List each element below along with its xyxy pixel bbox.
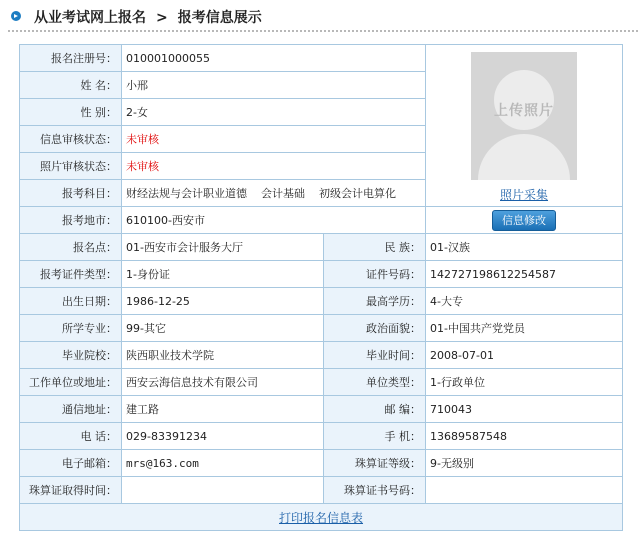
field-label: 毕业时间： bbox=[324, 342, 426, 369]
info-review-status: 未审核 bbox=[122, 126, 426, 153]
table-row bbox=[20, 504, 623, 531]
field-label: 证件号码： bbox=[324, 261, 426, 288]
name-value: 小邢 bbox=[122, 72, 426, 99]
breadcrumb-root: 从业考试网上报名 bbox=[34, 10, 146, 26]
mobile-value: 13689587548 bbox=[426, 423, 623, 450]
id-type-value: 1-身份证 bbox=[122, 261, 324, 288]
table-row bbox=[20, 477, 623, 504]
edit-info-button[interactable]: 信息修改 bbox=[492, 210, 556, 231]
politics-value: 01-中国共产党党员 bbox=[426, 315, 623, 342]
reg-no-value: 010001000055 bbox=[122, 45, 426, 72]
field-label: 手 机： bbox=[324, 423, 426, 450]
subject-item: 会计基础 bbox=[261, 187, 305, 200]
abacus-date-value bbox=[122, 477, 324, 504]
photo-review-status: 未审核 bbox=[122, 153, 426, 180]
field-label: 电 话： bbox=[20, 423, 122, 450]
table-row bbox=[20, 45, 623, 72]
field-label: 报考科目： bbox=[20, 180, 122, 207]
table-row bbox=[20, 315, 623, 342]
field-label: 报名注册号： bbox=[20, 45, 122, 72]
page-header bbox=[0, 0, 642, 32]
print-cell bbox=[20, 504, 623, 531]
field-label: 报考证件类型： bbox=[20, 261, 122, 288]
phone-value: 029-83391234 bbox=[122, 423, 324, 450]
abacus-level-value: 9-无级别 bbox=[426, 450, 623, 477]
field-label: 电子邮箱： bbox=[20, 450, 122, 477]
photo-placeholder-text: 上传照片 bbox=[494, 103, 555, 119]
registration-info-table bbox=[19, 44, 623, 531]
table-row bbox=[20, 207, 623, 234]
table-row bbox=[20, 261, 623, 288]
breadcrumb-separator: > bbox=[156, 10, 168, 26]
subject-item: 初级会计电算化 bbox=[319, 187, 396, 200]
edit-cell bbox=[426, 207, 623, 234]
grad-time-value: 2008-07-01 bbox=[426, 342, 623, 369]
photo-placeholder bbox=[471, 52, 577, 180]
page-title: 报考信息展示 bbox=[177, 10, 262, 26]
breadcrumb bbox=[34, 7, 262, 27]
field-label: 工作单位或地址： bbox=[20, 369, 122, 396]
id-no-value: 142727198612254587 bbox=[426, 261, 623, 288]
subjects-value bbox=[122, 180, 426, 207]
major-value: 99-其它 bbox=[122, 315, 324, 342]
photo-cell bbox=[426, 45, 623, 207]
photo-capture-link[interactable]: 照片采集 bbox=[500, 188, 549, 202]
arrow-bullet-icon bbox=[11, 11, 21, 21]
employer-value: 西安云海信息技术有限公司 bbox=[122, 369, 324, 396]
table-row bbox=[20, 369, 623, 396]
field-label: 报名点： bbox=[20, 234, 122, 261]
field-label: 邮 编： bbox=[324, 396, 426, 423]
school-value: 陕西职业技术学院 bbox=[122, 342, 324, 369]
field-label: 姓 名： bbox=[20, 72, 122, 99]
field-label: 单位类型： bbox=[324, 369, 426, 396]
table-row bbox=[20, 423, 623, 450]
avatar-body-icon bbox=[478, 134, 570, 180]
field-label: 照片审核状态： bbox=[20, 153, 122, 180]
education-value: 4-大专 bbox=[426, 288, 623, 315]
employer-type-value: 1-行政单位 bbox=[426, 369, 623, 396]
gender-value: 2-女 bbox=[122, 99, 426, 126]
abacus-no-value bbox=[426, 477, 623, 504]
field-label: 报考地市： bbox=[20, 207, 122, 234]
field-label: 政治面貌： bbox=[324, 315, 426, 342]
field-label: 信息审核状态： bbox=[20, 126, 122, 153]
field-label: 所学专业： bbox=[20, 315, 122, 342]
field-label: 民 族： bbox=[324, 234, 426, 261]
postcode-value: 710043 bbox=[426, 396, 623, 423]
table-row bbox=[20, 450, 623, 477]
field-label: 珠算证书号码： bbox=[324, 477, 426, 504]
field-label: 珠算证等级： bbox=[324, 450, 426, 477]
field-label: 珠算证取得时间： bbox=[20, 477, 122, 504]
field-label: 最高学历： bbox=[324, 288, 426, 315]
ethnicity-value: 01-汉族 bbox=[426, 234, 623, 261]
subject-item: 财经法规与会计职业道德 bbox=[126, 187, 247, 200]
table-row bbox=[20, 396, 623, 423]
print-registration-link[interactable]: 打印报名信息表 bbox=[279, 510, 364, 525]
address-value: 建工路 bbox=[122, 396, 324, 423]
email-value: mrs@163.com bbox=[122, 450, 324, 477]
area-value: 610100-西安市 bbox=[122, 207, 426, 234]
table-row bbox=[20, 288, 623, 315]
field-label: 出生日期： bbox=[20, 288, 122, 315]
field-label: 毕业院校： bbox=[20, 342, 122, 369]
birth-value: 1986-12-25 bbox=[122, 288, 324, 315]
dotted-divider bbox=[8, 30, 638, 32]
site-value: 01-西安市会计服务大厅 bbox=[122, 234, 324, 261]
table-row bbox=[20, 234, 623, 261]
field-label: 性 别： bbox=[20, 99, 122, 126]
field-label: 通信地址： bbox=[20, 396, 122, 423]
table-row bbox=[20, 342, 623, 369]
